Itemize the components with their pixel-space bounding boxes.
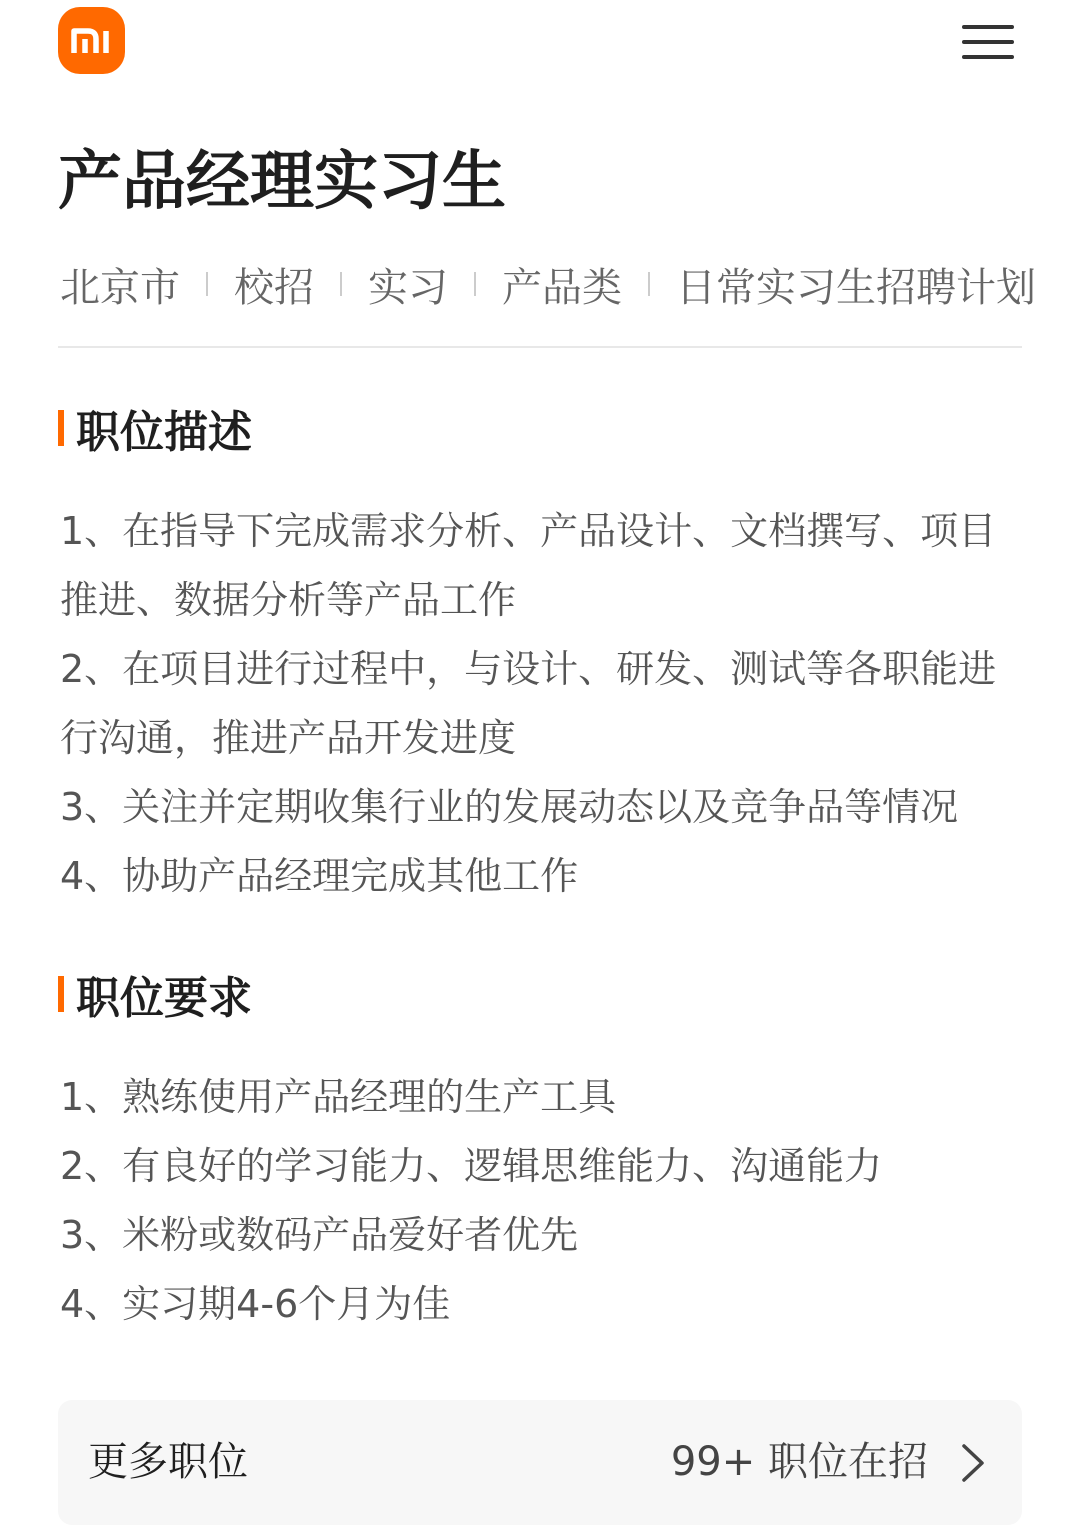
- tag-category: 产品类: [502, 264, 622, 311]
- mi-logo[interactable]: [58, 7, 125, 74]
- top-bar: [0, 0, 1080, 90]
- tag-separator: [340, 272, 342, 296]
- mi-logo-mark: [71, 27, 113, 55]
- open-positions-count: 99+ 职位在招: [670, 1439, 928, 1485]
- more-jobs-label: 更多职位: [88, 1439, 248, 1485]
- hamburger-menu-icon[interactable]: [960, 22, 1016, 62]
- requirements-heading-label: 职位要求: [76, 973, 252, 1024]
- list-item: 2、有良好的学习能力、逻辑思维能力、沟通能力: [60, 1144, 883, 1188]
- more-jobs-card[interactable]: [58, 1400, 1022, 1525]
- list-item: 3、米粉或数码产品爱好者优先: [60, 1213, 579, 1257]
- job-tags: [60, 256, 1036, 312]
- requirements-heading: [58, 964, 252, 1024]
- tag-recruit-type: 校招: [234, 264, 314, 311]
- heading-accent-bar: [58, 976, 64, 1012]
- tag-job-type: 实习: [368, 264, 448, 311]
- page-title: 产品经理实习生: [58, 145, 506, 219]
- tag-separator: [474, 272, 476, 296]
- requirements-list: [60, 1063, 1020, 1339]
- list-item: 3、关注并定期收集行业的发展动态以及竞争品等情况: [60, 785, 959, 829]
- list-item: 1、在指导下完成需求分析、产品设计、文档撰写、项目推进、数据分析等产品工作: [60, 509, 997, 622]
- list-item: 1、熟练使用产品经理的生产工具: [60, 1075, 617, 1119]
- description-list: [60, 497, 1020, 911]
- tag-separator: [206, 272, 208, 296]
- list-item: 2、在项目进行过程中，与设计、研发、测试等各职能进行沟通，推进产品开发进度: [60, 647, 997, 760]
- divider: [58, 346, 1022, 348]
- description-heading-label: 职位描述: [76, 407, 252, 458]
- tag-location: 北京市: [60, 264, 180, 311]
- tag-separator: [648, 272, 650, 296]
- description-heading: [58, 398, 252, 458]
- list-item: 4、实习期4-6个月为佳: [60, 1282, 451, 1326]
- tag-program: 日常实习生招聘计划: [676, 264, 1036, 311]
- chevron-right-icon[interactable]: [958, 1442, 988, 1484]
- heading-accent-bar: [58, 410, 64, 446]
- list-item: 4、协助产品经理完成其他工作: [60, 854, 579, 898]
